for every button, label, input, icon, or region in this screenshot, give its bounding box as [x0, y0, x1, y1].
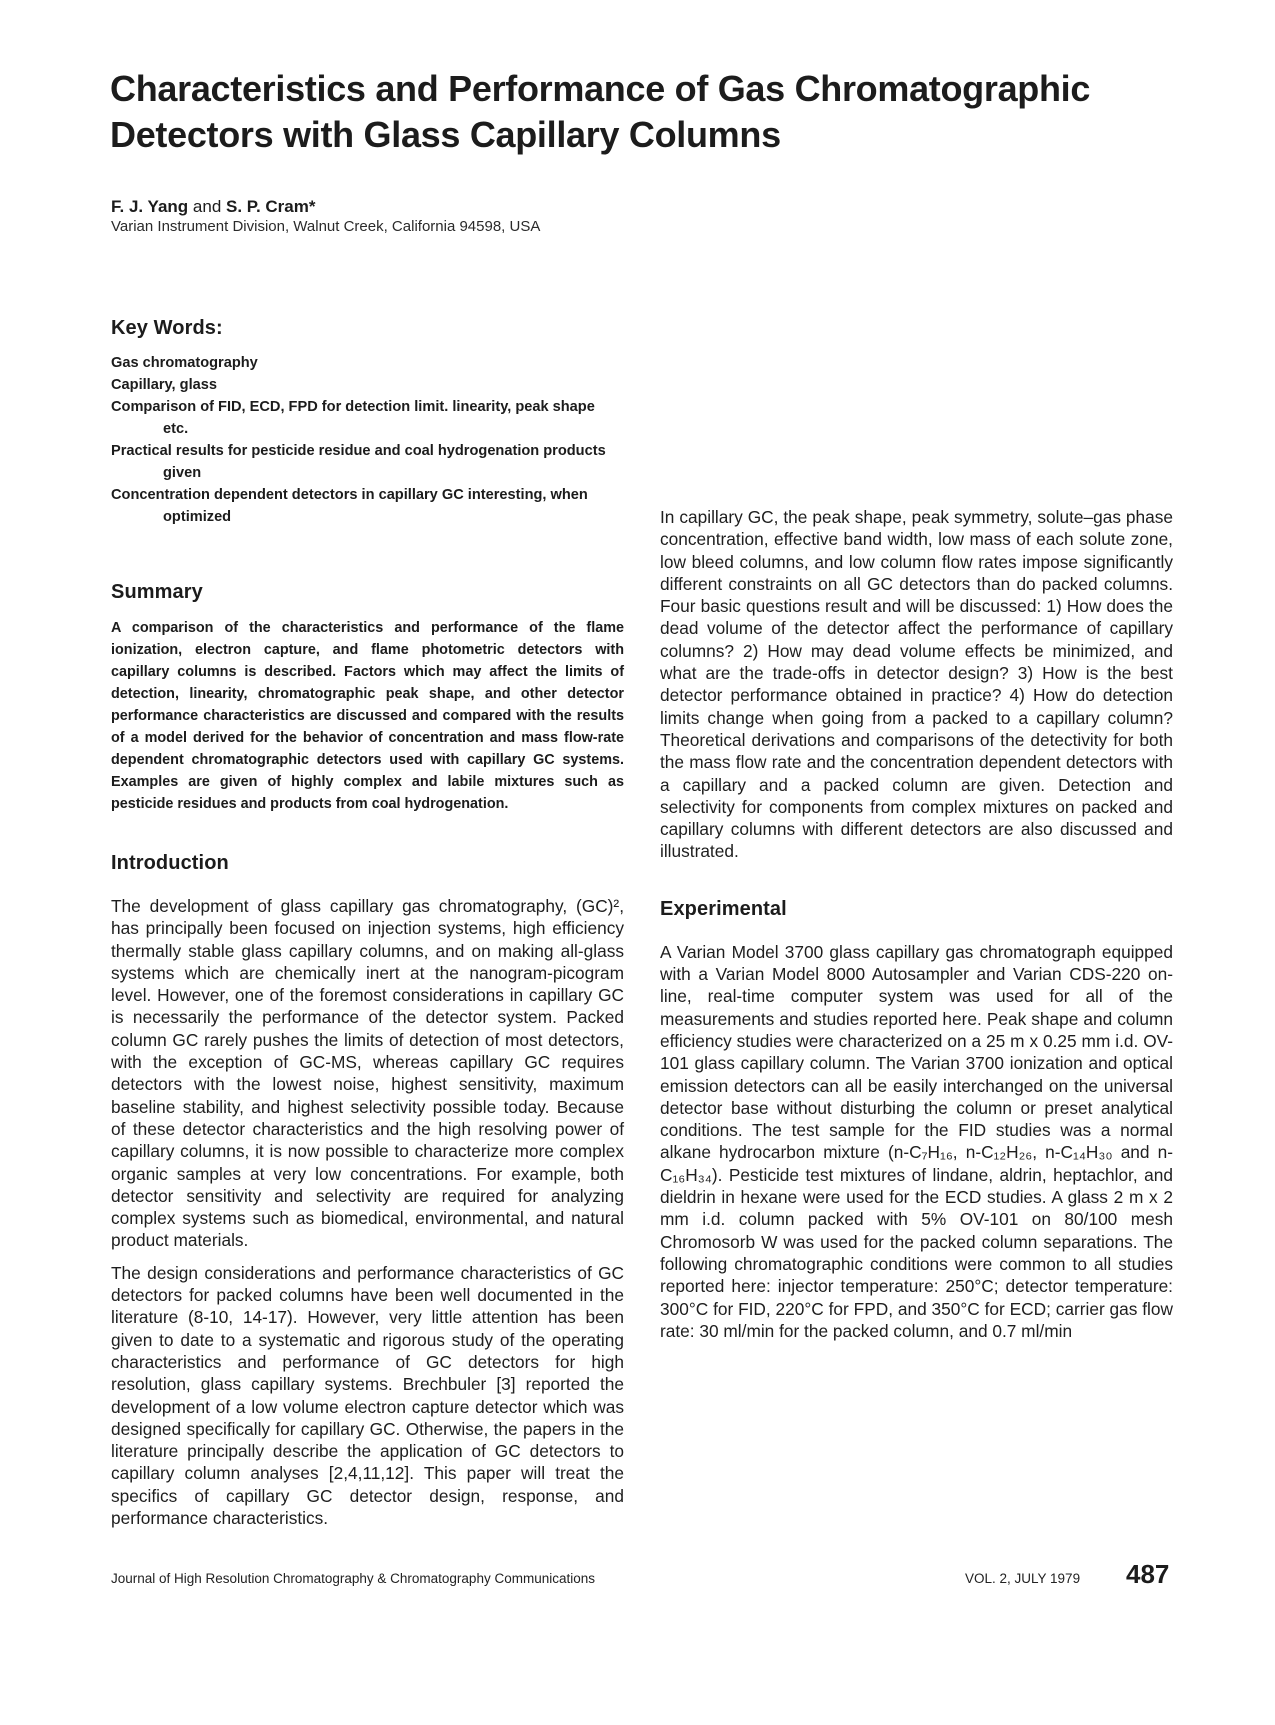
summary-heading: Summary: [111, 581, 203, 603]
summary-text: A comparison of the characteristics and performance of the flame ionization, electron capture, and flame photometric detectors with capillary columns is described. Factors which may affect the limits of detection, linearity, chromatographic peak shape, and other detector performance characteristics are discussed and compared with the results of a model derived for the behavior of concentration and mass flow-rate dependent chromatographic detectors used with capillary GC systems. Examples are given of highly complex and labile mixtures such as pesticide residues and products from coal hydrogenation.: [111, 620, 624, 812]
introduction-paragraph-3: In capillary GC, the peak shape, peak symmetry, solute–gas phase concentration, effective band width, low mass of each solute zone, low bleed columns, and low column flow rates impose significantly different constraints on all GC detectors than do packed columns. Four basic questions result and will be discussed: 1) How does the dead volume of the detector affect the performance of capillary columns? 2) How may dead volume effects be minimized, and what are the trade-offs in detector design? 3) How is the best detector performance obtained in practice? 4) How do detection limits change when going from a packed to a capillary column? Theoretical derivations and comparisons of the detectivity for both the mass flow rate and the concentration dependent detectors with a capillary and a packed column are given. Detection and selectivity for components from complex mixtures on packed and capillary columns with different detectors are also discussed and illustrated.: [660, 507, 1173, 862]
experimental-paragraph-1: A Varian Model 3700 glass capillary gas chromatograph equipped with a Varian Model 8000 Autosampler and Varian CDS-220 on-line, real-time computer system was used for all of the measurements and studies reported here. Peak shape and column efficiency studies were characterized on a 25 m x 0.25 mm i.d. OV-101 glass capillary column. The Varian 3700 ionization and optical emission detectors can all be easily interchanged on the universal detector base without disturbing the column or preset analytical conditions. The test sample for the FID studies was a normal alkane hydrocarbon mixture (n-C₇H₁₆, n-C₁₂H₂₆, n-C₁₄H₃₀ and n-C₁₆H₃₄). Pesticide test mixtures of lindane, aldrin, heptachlor, and dieldrin in hexane were used for the ECD studies. A glass 2 m x 2 mm i.d. column packed with 5% OV-101 on 80/100 mesh Chromosorb W was used for the packed column separations. The following chromatographic conditions were common to all studies reported here: injector temperature: 250°C; detector temperature: 300°C for FID, 220°C for FPD, and 350°C for ECD; carrier gas flow rate: 30 ml/min for the packed column, and 0.7 ml/min: [660, 941, 1173, 1341]
keywords-list: [111, 352, 624, 528]
keywords-heading: Key Words:: [111, 317, 223, 339]
keyword-item: Practical results for pesticide residue and coal hydrogenation products given: [111, 443, 606, 481]
page-number: 487: [1126, 1559, 1170, 1589]
paragraph-2-continuation-space: [660, 316, 1173, 506]
introduction-heading: Introduction: [111, 852, 229, 874]
keyword-item: Comparison of FID, ECD, FPD for detection limit. linearity, peak shape etc.: [111, 399, 595, 437]
author-line: [111, 197, 315, 217]
keyword-item: Concentration dependent detectors in capillary GC interesting, when optimized: [111, 487, 588, 525]
left-column: [111, 316, 624, 1529]
author-name: F. J. Yang: [111, 197, 189, 216]
keyword-item: Capillary, glass: [111, 377, 217, 393]
article-title: Characteristics and Performance of Gas Chromatographic Detectors with Glass Capillary Columns: [110, 68, 1091, 155]
author-name: S. P. Cram*: [226, 197, 316, 216]
author-conjunction: and: [192, 197, 222, 216]
keyword-item: Gas chromatography: [111, 355, 258, 371]
footer-volume: VOL. 2, JULY 1979: [965, 1571, 1081, 1586]
author-affiliation: Varian Instrument Division, Walnut Creek, California 94598, USA: [111, 218, 541, 235]
introduction-paragraph-2: The design considerations and performance characteristics of GC detectors for packed columns have been well documented in the literature (8-10, 14-17). However, very little attention has been given to date to a systematic and rigorous study of the operating characteristics and performance of GC detectors for high resolution, glass capillary systems. Brechbuler [3] reported the development of a low volume electron capture detector which was designed specifically for capillary GC. Otherwise, the papers in the literature principally describe the application of GC detectors to capillary column analyses [2,4,11,12]. This paper will treat the specifics of capillary GC detector design, response, and performance characteristics.: [111, 1262, 624, 1529]
footer-journal-name: Journal of High Resolution Chromatography & Chromatography Communications: [111, 1571, 595, 1586]
introduction-paragraph-1: The development of glass capillary gas chromatography, (GC)², has principally been focused on injection systems, high efficiency thermally stable glass capillary columns, and on making all-glass systems which are chemically inert at the nanogram-picogram level. However, one of the foremost considerations in capillary GC is necessarily the performance of the detector system. Packed column GC rarely pushes the limits of detection of most detectors, with the exception of GC-MS, whereas capillary GC requires detectors with the lowest noise, highest sensitivity, maximum baseline stability, and highest selectivity possible today. Because of these detector characteristics and the high resolving power of capillary columns, it is now possible to characterize more complex organic samples at very low concentrations. For example, both detector sensitivity and selectivity are required for analyzing complex systems such as biomedical, environmental, and natural product materials.: [111, 896, 624, 1251]
experimental-heading: Experimental: [660, 897, 787, 920]
right-column: [660, 316, 1173, 1342]
